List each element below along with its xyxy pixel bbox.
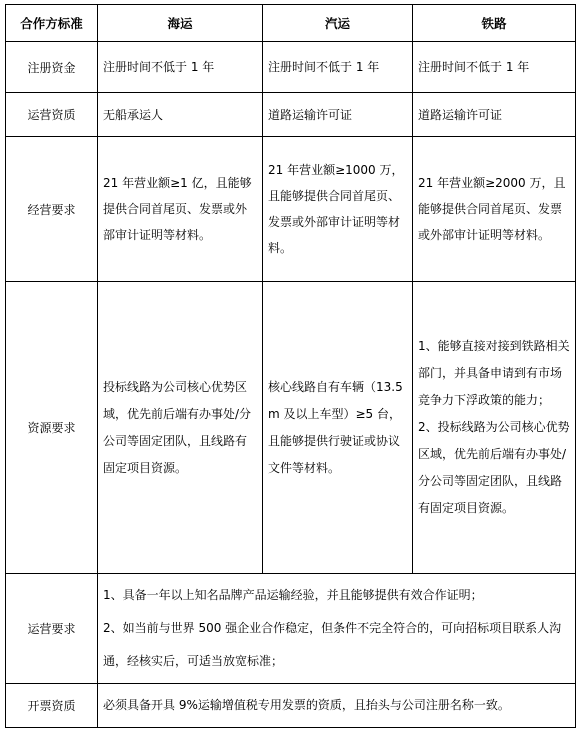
row-label-resource-requirement: 资源要求 bbox=[6, 282, 98, 574]
cell-rail: 道路运输许可证 bbox=[413, 93, 576, 137]
cell-sea: 无船承运人 bbox=[98, 93, 263, 137]
cell-rail bbox=[413, 282, 576, 574]
header-row bbox=[6, 5, 576, 42]
cell-road: 核心线路自有车辆（13.5m 及以上车型）≥5 台，且能够提供行驶证或协议文件等材料。 bbox=[263, 282, 413, 574]
table-row bbox=[6, 574, 576, 684]
row-label-registered-capital: 注册资金 bbox=[6, 42, 98, 93]
operation-point-1: 1、具备一年以上知名品牌产品运输经验，并且能够提供有效合作证明； bbox=[103, 588, 483, 602]
table-row bbox=[6, 137, 576, 282]
partner-requirements-table bbox=[5, 4, 576, 728]
table-row bbox=[6, 42, 576, 93]
cell-road: 道路运输许可证 bbox=[263, 93, 413, 137]
table-row bbox=[6, 282, 576, 574]
rail-resource-point-1: 1、能够直接对接到铁路相关部门，并具备申请到有市场竞争力下浮政策的能力； bbox=[418, 339, 570, 407]
table-row bbox=[6, 93, 576, 137]
cell-sea: 投标线路为公司核心优势区域，优先前后端有办事处/分公司等固定团队，且线路有固定项目资源。 bbox=[98, 282, 263, 574]
cell-road: 21 年营业额≥1000 万，且能够提供合同首尾页、发票或外部审计证明等材料。 bbox=[263, 137, 413, 282]
table-row bbox=[6, 684, 576, 728]
cell-sea: 注册时间不低于 1 年 bbox=[98, 42, 263, 93]
header-road-freight: 汽运 bbox=[263, 5, 413, 42]
cell-rail: 注册时间不低于 1 年 bbox=[413, 42, 576, 93]
row-label-business-requirement: 经营要求 bbox=[6, 137, 98, 282]
cell-sea: 21 年营业额≥1 亿，且能够提供合同首尾页、发票或外部审计证明等材料。 bbox=[98, 137, 263, 282]
cell-merged bbox=[98, 574, 576, 684]
cell-merged: 必须具备开具 9%运输增值税专用发票的资质，且抬头与公司注册名称一致。 bbox=[98, 684, 576, 728]
header-rail-freight: 铁路 bbox=[413, 5, 576, 42]
row-label-operation-requirement: 运营要求 bbox=[6, 574, 98, 684]
header-sea-freight: 海运 bbox=[98, 5, 263, 42]
header-standard: 合作方标准 bbox=[6, 5, 98, 42]
rail-resource-point-2: 2、投标线路为公司核心优势区域，优先前后端有办事处/分公司等固定团队，且线路有固定项目资源。 bbox=[418, 420, 570, 515]
cell-road: 注册时间不低于 1 年 bbox=[263, 42, 413, 93]
cell-rail: 21 年营业额≥2000 万，且能够提供合同首尾页、发票或外部审计证明等材料。 bbox=[413, 137, 576, 282]
row-label-operating-qualification: 运营资质 bbox=[6, 93, 98, 137]
row-label-invoice-qualification: 开票资质 bbox=[6, 684, 98, 728]
operation-point-2: 2、如当前与世界 500 强企业合作稳定，但条件不完全符合的，可向招标项目联系人沟通，经核实后，可适当放宽标准； bbox=[103, 621, 562, 668]
